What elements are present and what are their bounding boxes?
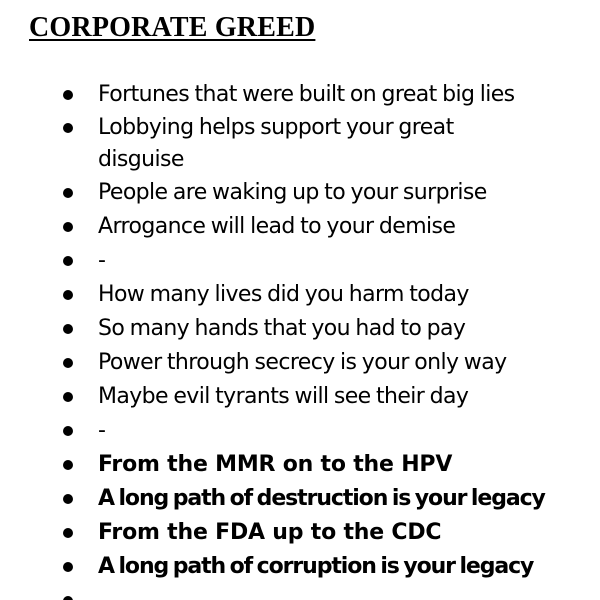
bullet-icon bbox=[63, 188, 73, 198]
line-text: So many hands that you had to pay bbox=[98, 316, 466, 341]
bullet-icon bbox=[63, 460, 73, 470]
line-text: People are waking up to your surprise bbox=[98, 180, 487, 205]
list-item bbox=[0, 414, 600, 448]
bullet-icon bbox=[63, 324, 73, 334]
line-text: Fortunes that were built on great big lies bbox=[98, 82, 515, 107]
bullet-icon bbox=[63, 392, 73, 402]
list-item bbox=[0, 78, 600, 112]
list-item bbox=[0, 380, 600, 414]
bullet-icon bbox=[63, 123, 73, 133]
list-item bbox=[0, 346, 600, 380]
bullet-icon bbox=[63, 256, 73, 266]
bullet-icon bbox=[63, 290, 73, 300]
list-item bbox=[0, 244, 600, 278]
line-text: Lobbying helps support your great disguise bbox=[98, 115, 454, 172]
bullet-icon bbox=[63, 528, 73, 538]
line-text: From the MMR on to the HPV bbox=[98, 452, 453, 477]
line-text: A long path of destruction is your legacy bbox=[98, 486, 545, 511]
page-title: CORPORATE GREED bbox=[29, 12, 316, 43]
bullet-icon bbox=[63, 358, 73, 368]
line-text: Maybe evil tyrants will see their day bbox=[98, 384, 469, 409]
list-item bbox=[0, 210, 600, 244]
bullet-icon bbox=[63, 90, 73, 100]
line-text: - bbox=[98, 248, 106, 273]
list-item bbox=[0, 482, 600, 516]
list-item bbox=[0, 516, 600, 550]
bullet-icon bbox=[63, 222, 73, 232]
bullet-icon bbox=[63, 494, 73, 504]
list-item bbox=[0, 312, 600, 346]
bullet-icon bbox=[63, 426, 73, 436]
list-item bbox=[0, 278, 600, 312]
line-text: From the FDA up to the CDC bbox=[98, 520, 442, 545]
list-item bbox=[0, 550, 600, 584]
bullet-icon bbox=[63, 596, 73, 600]
line-text: A long path of corruption is your legacy bbox=[98, 554, 534, 579]
poem-list bbox=[0, 78, 600, 600]
list-item bbox=[0, 176, 600, 210]
line-text: - bbox=[98, 418, 106, 443]
list-item bbox=[0, 584, 600, 600]
line-text: Arrogance will lead to your demise bbox=[98, 214, 456, 239]
line-text: Power through secrecy is your only way bbox=[98, 350, 507, 375]
list-item bbox=[0, 448, 600, 482]
line-text: How many lives did you harm today bbox=[98, 282, 469, 307]
bullet-icon bbox=[63, 562, 73, 572]
list-item bbox=[0, 112, 600, 176]
